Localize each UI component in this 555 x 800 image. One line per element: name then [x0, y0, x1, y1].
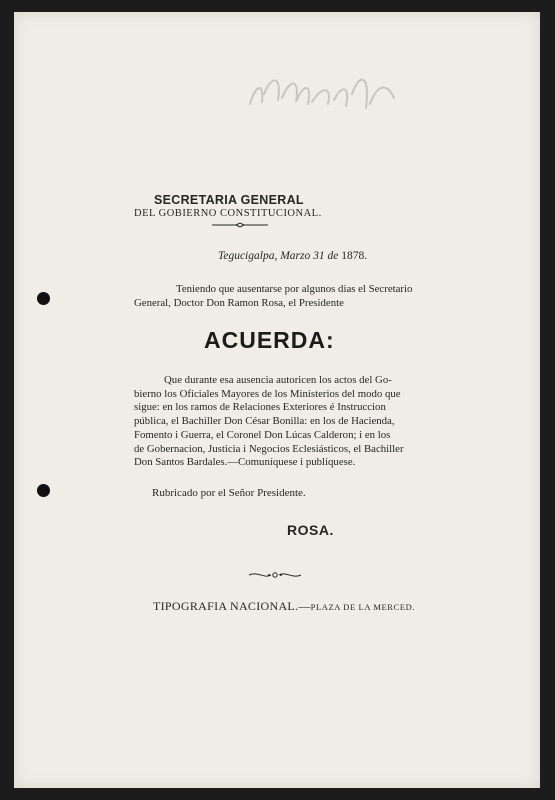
printer-imprint [153, 599, 415, 614]
intro-line: General, Doctor Don Ramon Rosa, el Presidente [134, 296, 344, 309]
title-rule-ornament [212, 222, 268, 228]
dateline-place-date: Tegucigalpa, Marzo 31 de [218, 250, 339, 262]
binding-hole-top [37, 292, 50, 305]
body-line: Fomento i Guerra, el Coronel Don Lúcas Calderon; i en los [134, 428, 391, 441]
body-line: bierno los Oficiales Mayores de los Ministerios del modo que [134, 387, 401, 400]
body-line: sigue: en los ramos de Relaciones Exteriores é Instruccion [134, 401, 386, 414]
intro-line: Teniendo que ausentarse por algunos dias el Secretario [176, 283, 413, 295]
body-line: Don Santos Bardales.—Comuníquese i publíquese. [134, 456, 356, 469]
printer-name: TIPOGRAFIA NACIONAL.— [153, 599, 311, 613]
faded-handwritten-annotation [242, 64, 402, 119]
body-line: de Gobernacion, Justicia i Negocios Eclesiásticos, el Bachiller [134, 442, 404, 455]
body-line: Que durante esa ausencia autoricen los actos del Go- [164, 374, 392, 386]
office-subtitle: DEL GOBIERNO CONSTITUCIONAL. [134, 208, 322, 219]
body-line: pública, el Bachiller Don César Bonilla: en los de Hacienda, [134, 415, 395, 428]
resolution-body [134, 374, 404, 470]
signature: ROSA. [287, 522, 334, 538]
office-title: SECRETARIA GENERAL [154, 193, 304, 207]
rubric-note: Rubricado por el Señor Presidente. [152, 487, 306, 499]
binding-hole-bottom [37, 484, 50, 497]
resolution-heading: ACUERDA: [204, 327, 335, 353]
printer-location: PLAZA DE LA MERCED. [310, 602, 416, 612]
dateline [218, 250, 418, 262]
fleuron-ornament [247, 570, 303, 580]
intro-paragraph [134, 283, 412, 310]
dateline-year: 1878. [341, 250, 368, 262]
